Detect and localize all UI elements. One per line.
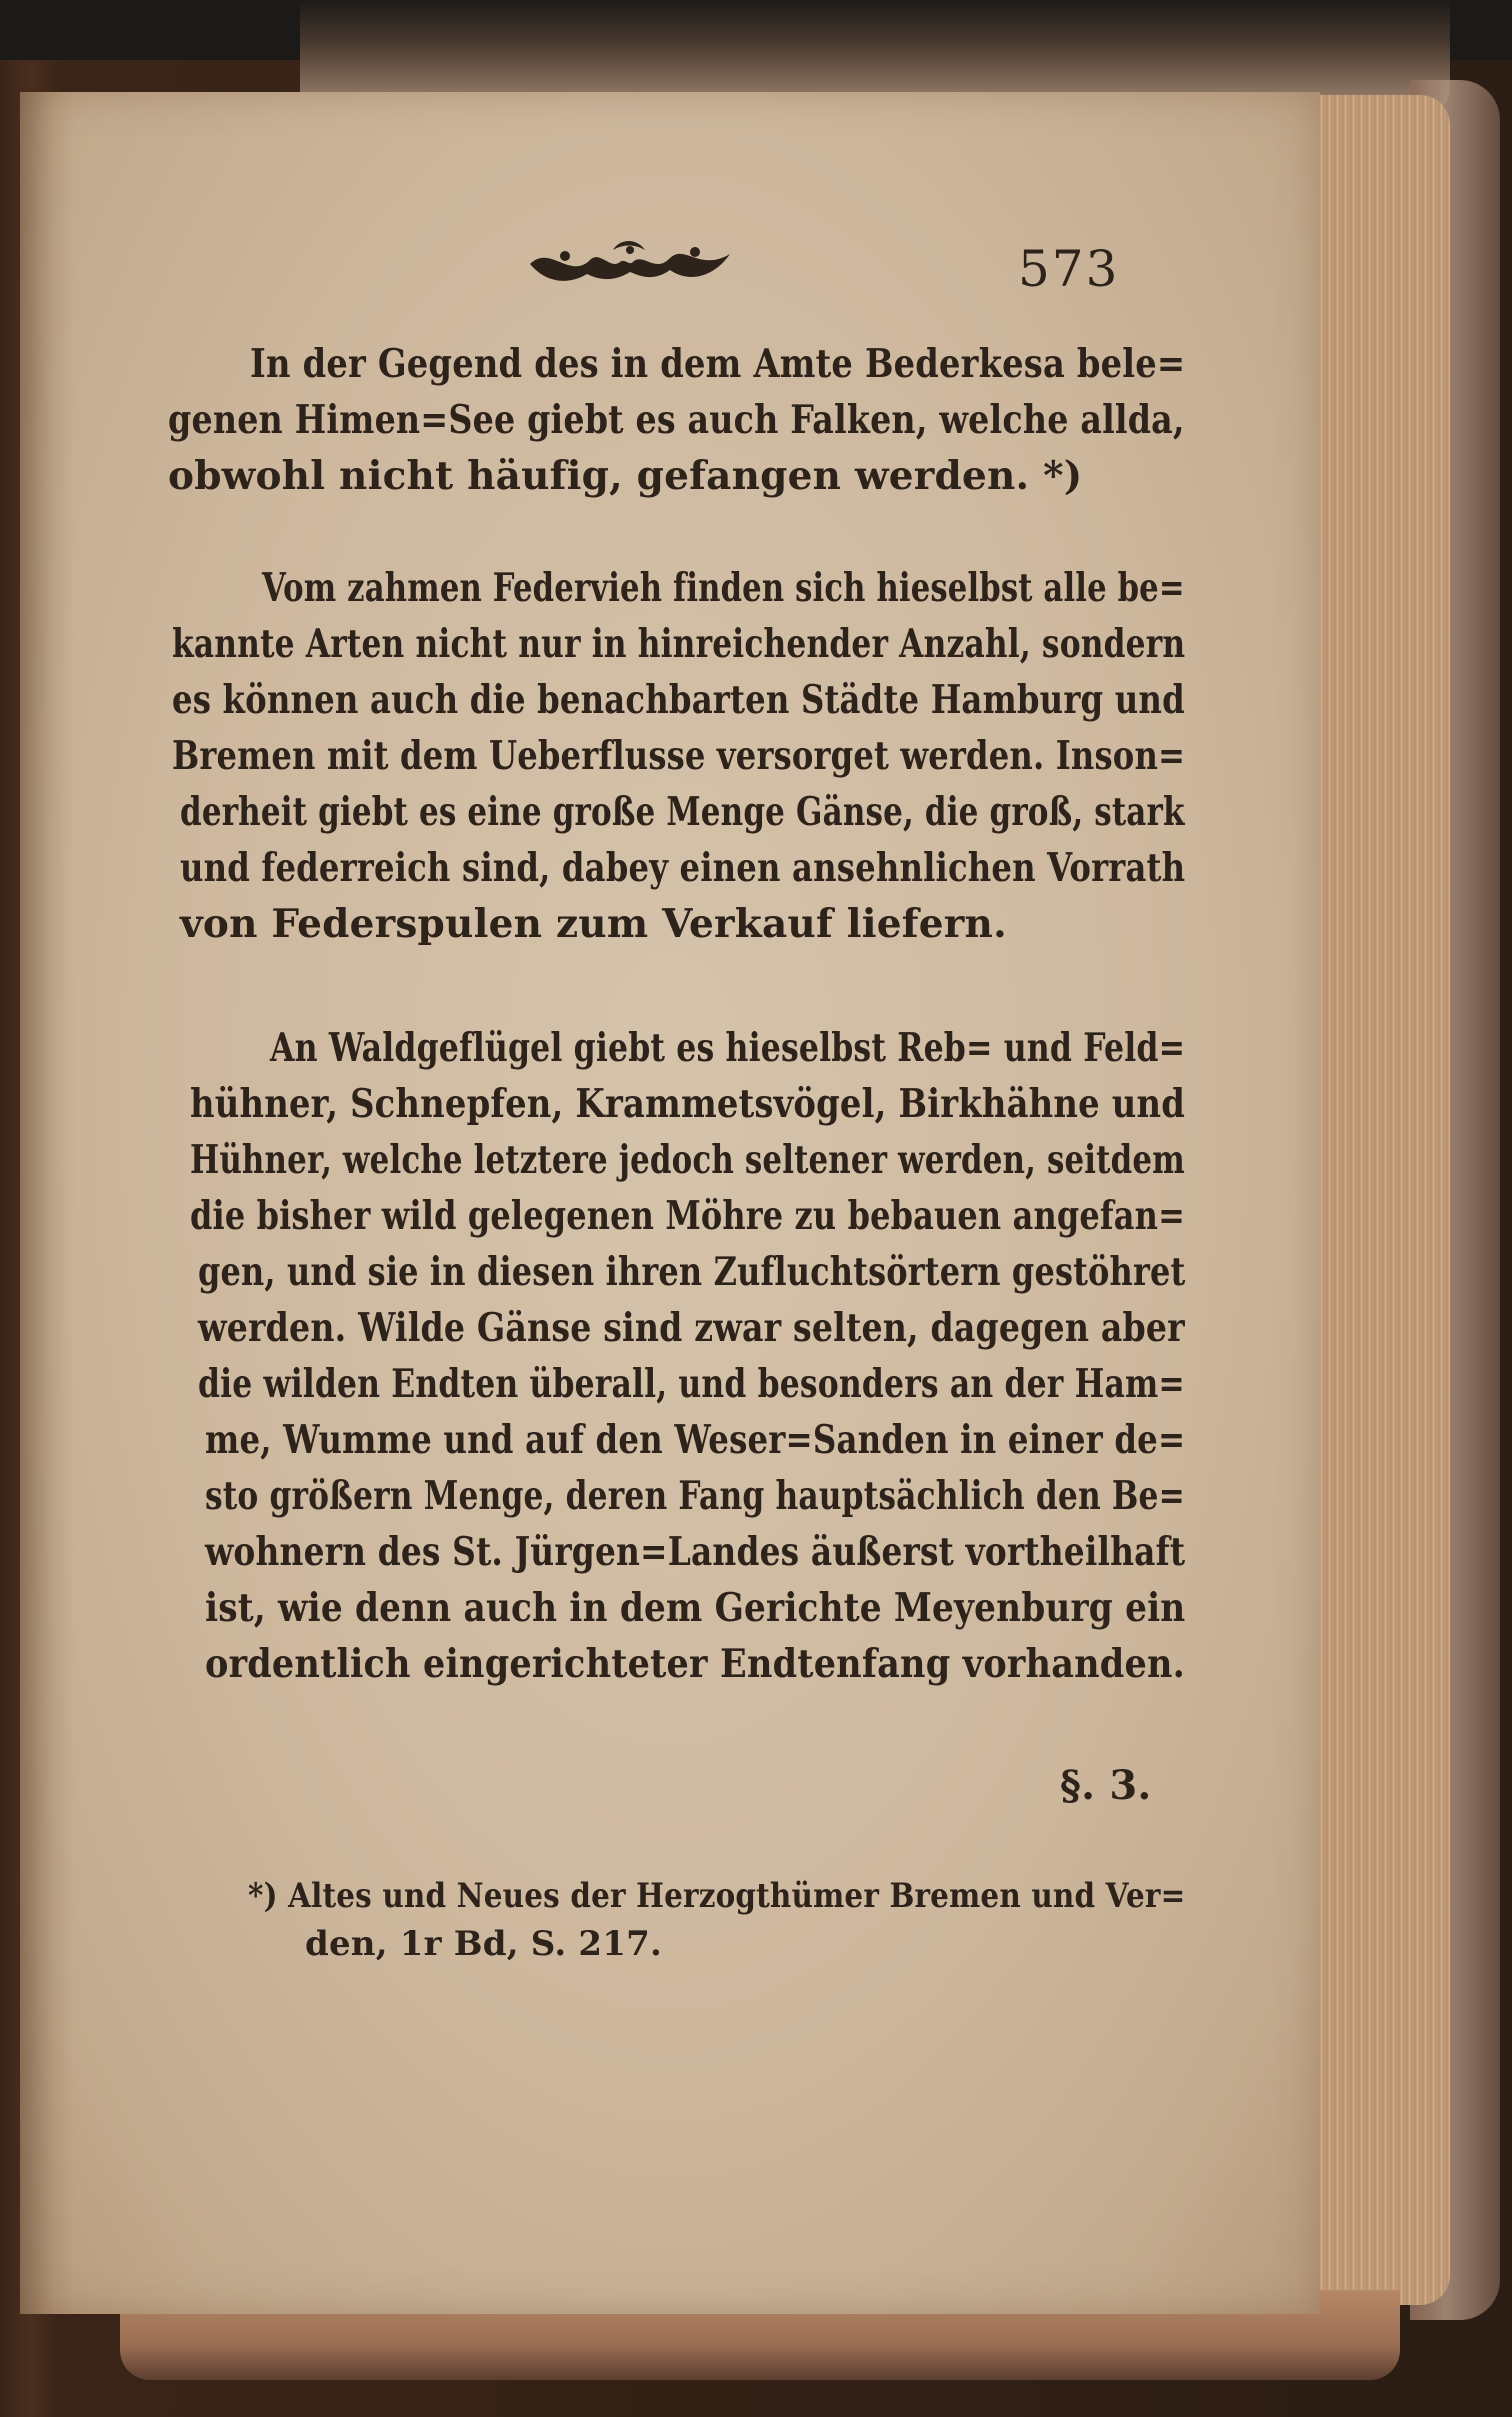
paragraph-3-line-5: gen, und sie in diesen ihren Zufluchtsörtern gestöhret [198,1249,1186,1295]
paragraph-1-line-1: In der Gegend des in dem Amte Bederkesa bele= [250,341,1186,387]
paragraph-3-line-8: me, Wumme und auf den Weser=Sanden in einer de= [205,1417,1186,1463]
paragraph-2-line-7: von Federspulen zum Verkauf liefern. [180,901,1007,947]
paragraph-2-line-6: und federreich sind, dabey einen ansehnlichen Vorrath [180,845,1186,891]
paragraph-1-line-2: genen Himen=See giebt es auch Falken, welche allda, [168,397,1185,443]
page-block-edges [1300,95,1450,2305]
paragraph-3-line-11: ist, wie denn auch in dem Gerichte Meyenburg ein [205,1585,1186,1631]
floral-ornament-icon [525,232,735,292]
footnote-line-2: den, 1r Bd, S. 217. [305,1924,663,1964]
paragraph-1-line-3: obwohl nicht häufig, gefangen werden. *) [168,453,1083,499]
paragraph-2-line-2: kannte Arten nicht nur in hinreichender Anzahl, sondern [172,621,1186,667]
paragraph-2-line-4: Bremen mit dem Ueberflusse versorget werden. Inson= [172,733,1186,779]
paragraph-3-line-1: An Waldgeflügel giebt es hieselbst Reb= und Feld= [270,1025,1186,1071]
footnote-line-1: *) Altes und Neues der Herzogthümer Bremen und Ver= [248,1876,1186,1916]
section-mark: §. 3. [1060,1762,1152,1809]
gutter-shadow [20,92,75,2314]
paragraph-3-line-4: die bisher wild gelegenen Möhre zu bebauen angefan= [190,1193,1186,1239]
paragraph-3-line-6: werden. Wilde Gänse sind zwar selten, dagegen aber [198,1305,1185,1351]
paragraph-2-line-3: es können auch die benachbarten Städte Hamburg und [172,677,1185,723]
page-number: 573 [1018,240,1120,298]
paragraph-3-line-7: die wilden Endten überall, und besonders an der Ham= [198,1361,1185,1407]
paragraph-3-line-2: hühner, Schnepfen, Krammetsvögel, Birkhähne und [190,1081,1186,1127]
paragraph-3-line-3: Hühner, welche letztere jedoch seltener werden, seitdem [190,1137,1185,1183]
paragraph-3-line-12: ordentlich eingerichteter Endtenfang vorhanden. [205,1641,1186,1687]
paragraph-2-line-1: Vom zahmen Federvieh finden sich hieselbst alle be= [262,565,1185,611]
paragraph-2-line-5: derheit giebt es eine große Menge Gänse, die groß, stark [180,789,1185,835]
paragraph-3-line-10: wohnern des St. Jürgen=Landes äußerst vortheilhaft [205,1529,1186,1575]
paragraph-3-line-9: sto größern Menge, deren Fang hauptsächlich den Be= [205,1473,1185,1519]
